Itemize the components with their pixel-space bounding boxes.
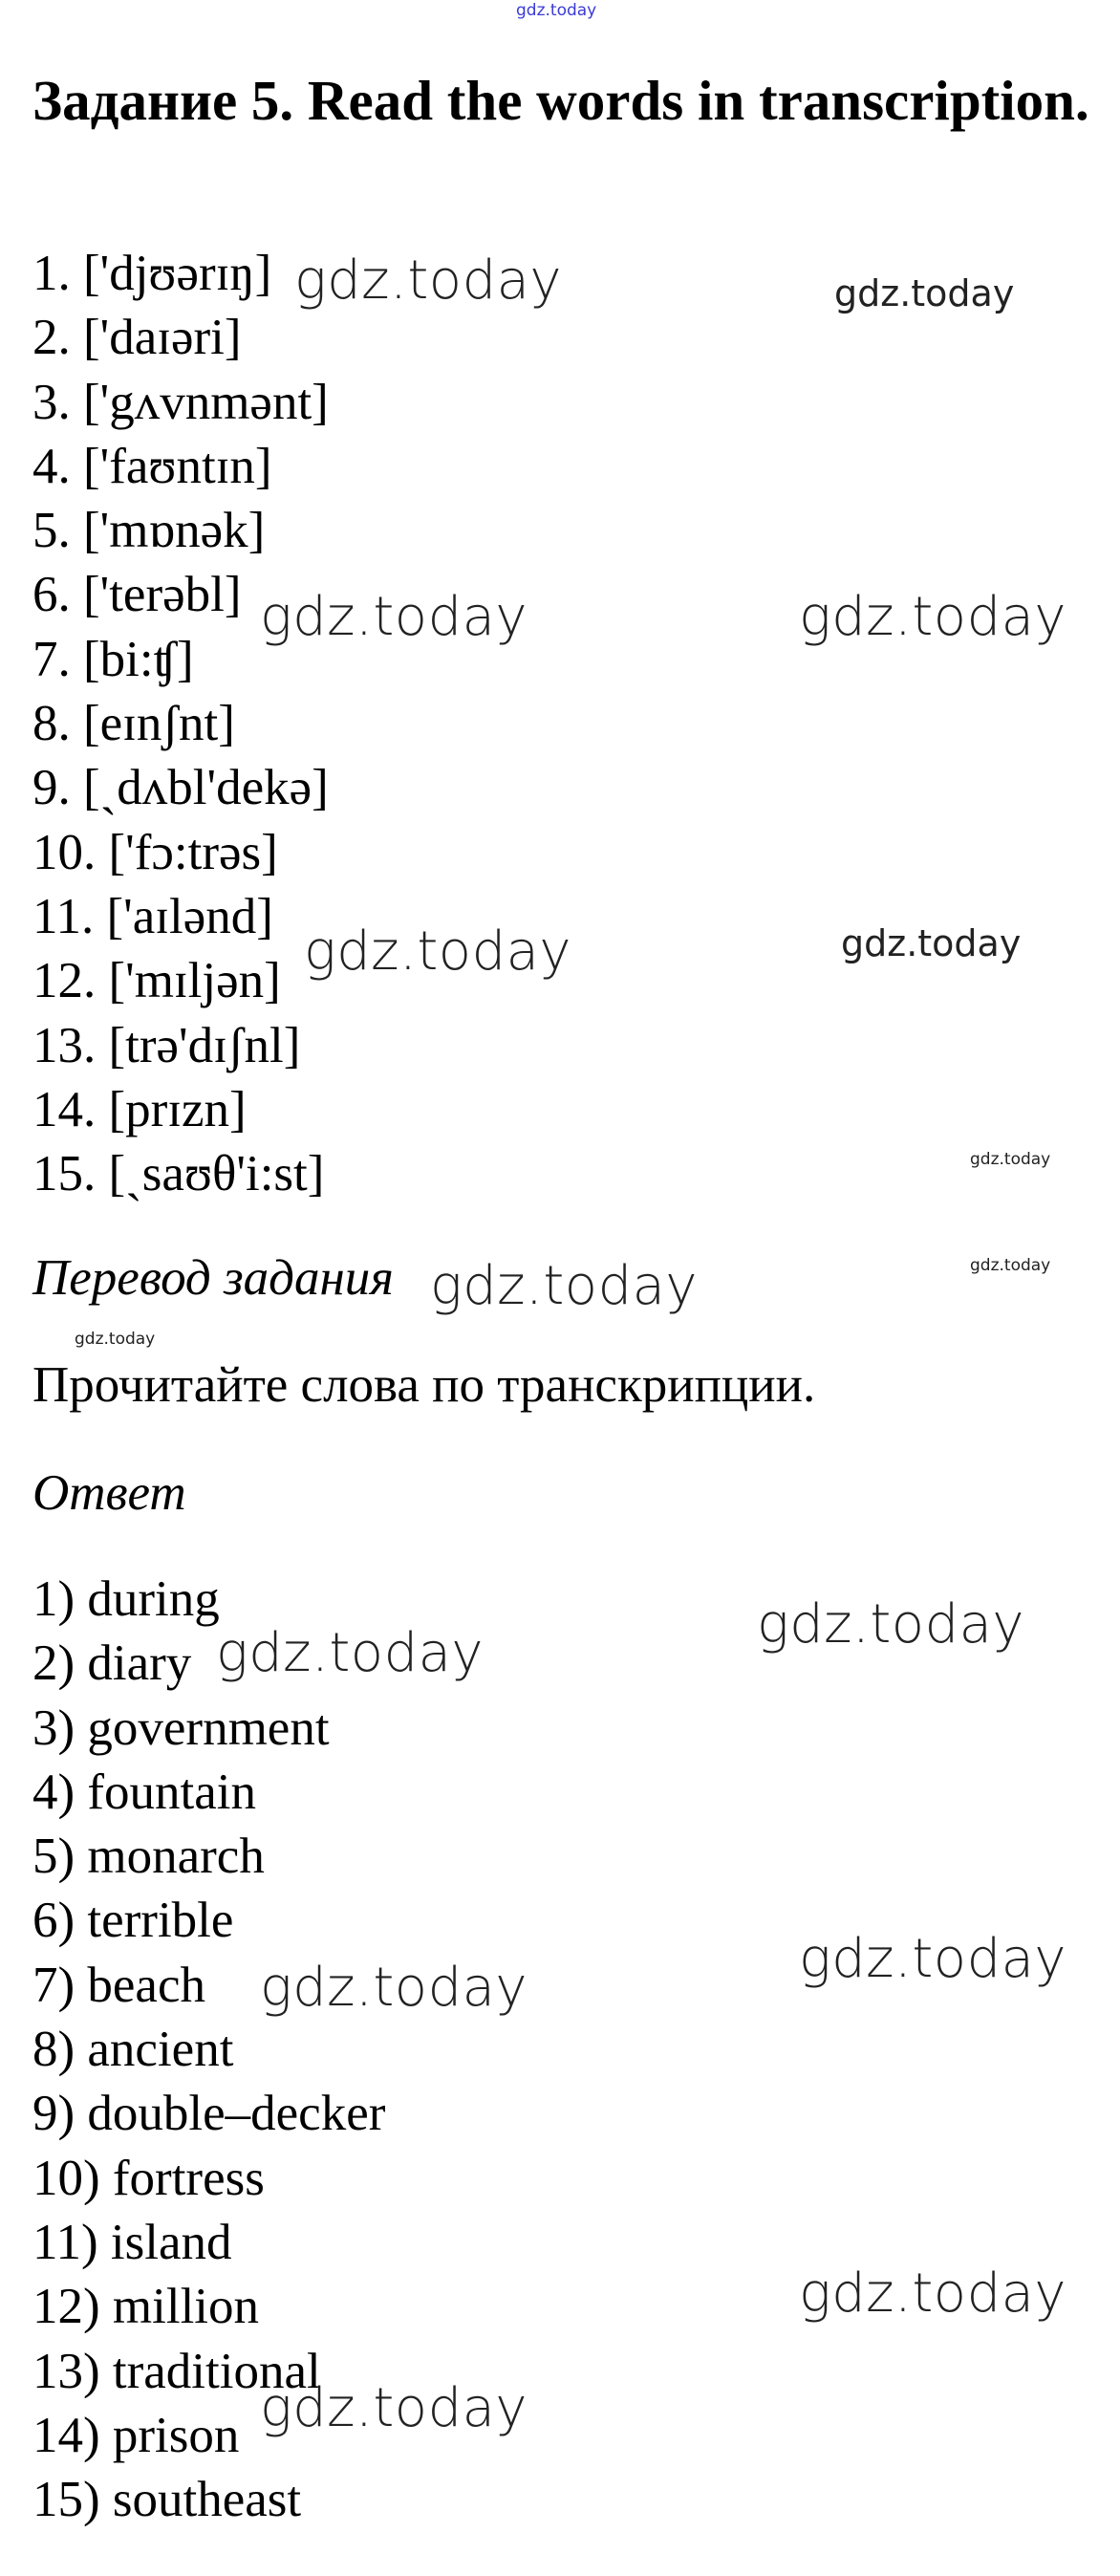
- transcription-item: 1. ['djʊərɪŋ]: [32, 246, 272, 301]
- transcription-item: 4. ['faʊntɪn]: [32, 438, 272, 494]
- translation-text: Прочитайте слова по транскрипции.: [32, 1357, 816, 1413]
- watermark: gdz.today: [799, 1928, 1067, 1990]
- watermark: gdz.today: [304, 920, 572, 983]
- answer-item: 2) diary: [32, 1635, 192, 1692]
- answer-heading: Ответ: [32, 1465, 186, 1521]
- answer-item: 11) island: [32, 2214, 232, 2270]
- transcription-item: 15. [ˏsaʊθ'i:st]: [32, 1146, 325, 1202]
- answer-item: 1) during: [32, 1571, 220, 1627]
- watermark: gdz.today: [260, 1957, 528, 2019]
- answer-item: 9) double–decker: [32, 2086, 386, 2142]
- transcription-item: 8. [eɪnʃnt]: [32, 696, 235, 752]
- transcription-item: 13. [trə'dɪʃnl]: [32, 1017, 301, 1073]
- watermark: gdz.today: [75, 1330, 156, 1349]
- transcription-item: 2. ['daɪəri]: [32, 310, 242, 366]
- watermark: gdz.today: [970, 1150, 1051, 1169]
- transcription-item: 12. ['mɪljən]: [32, 953, 281, 1009]
- answer-item: 12) million: [32, 2279, 260, 2335]
- transcription-item: 7. [bi:ʧ]: [32, 631, 194, 687]
- transcription-list: [32, 242, 329, 1206]
- watermark: gdz.today: [841, 922, 1022, 964]
- answer-item: 15) southeast: [32, 2472, 302, 2528]
- watermark: gdz.today: [430, 1255, 699, 1317]
- transcription-item: 9. [ˏdʌbl'dekə]: [32, 760, 329, 816]
- translation-heading: Перевод задания: [32, 1250, 394, 1306]
- watermark: gdz.today: [294, 249, 563, 312]
- transcription-item: 6. ['terəbl]: [32, 567, 242, 623]
- transcription-item: 14. [prɪzn]: [32, 1081, 247, 1137]
- watermark: gdz.today: [260, 2377, 528, 2439]
- watermark: gdz.today: [970, 1256, 1051, 1275]
- answer-item: 7) beach: [32, 1957, 205, 2013]
- answer-item: 8) ancient: [32, 2022, 234, 2078]
- answer-item: 6) terrible: [32, 1893, 234, 1949]
- watermark: gdz.today: [799, 586, 1067, 648]
- watermark: gdz.today: [799, 2262, 1067, 2325]
- answer-item: 3) government: [32, 1699, 330, 1756]
- transcription-item: 11. ['aɪlənd]: [32, 888, 273, 944]
- transcription-item: 5. ['mɒnək]: [32, 503, 266, 559]
- watermark: gdz.today: [260, 586, 528, 648]
- watermark: gdz.today: [834, 272, 1015, 314]
- answer-item: 10) fortress: [32, 2150, 265, 2206]
- answer-item: 5) monarch: [32, 1829, 265, 1885]
- answer-item: 13) traditional: [32, 2343, 321, 2399]
- watermark: gdz.today: [216, 1622, 485, 1684]
- transcription-item: 10. ['fɔ:trəs]: [32, 824, 278, 880]
- answer-item: 4) fountain: [32, 1764, 257, 1820]
- answer-item: 14) prison: [32, 2407, 240, 2463]
- transcription-item: 3. ['gʌvnmənt]: [32, 374, 329, 430]
- task-title: Задание 5. Read the words in transcription.: [32, 69, 1089, 132]
- site-logo-mark: gdz.today: [516, 1, 597, 20]
- watermark: gdz.today: [757, 1593, 1025, 1656]
